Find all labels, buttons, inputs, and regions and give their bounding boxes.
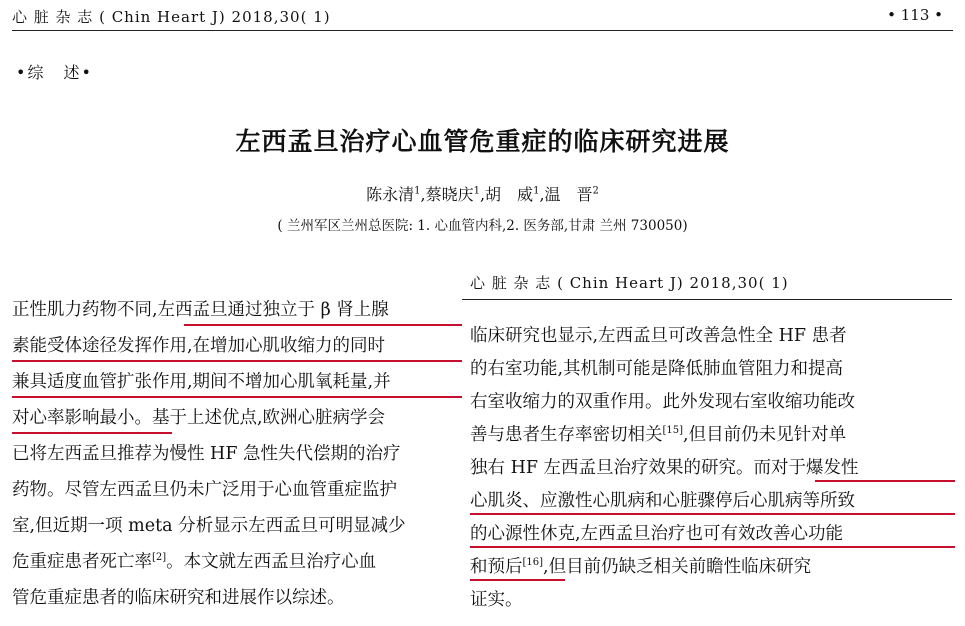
citation-ref: [16] <box>522 557 544 569</box>
body-line <box>470 553 811 578</box>
body-text: ,但目前仍缺乏相关前瞻性临床研究 <box>543 557 812 577</box>
body-line: 临床研究也显示,左西孟旦可改善急性全 HF 患者 <box>470 326 847 346</box>
body-line: 已将左西孟旦推荐为慢性 HF 急性失代偿期的治疗 <box>12 444 401 464</box>
body-line: 心肌炎、应激性心肌病和心脏骤停后心肌病等所致 <box>470 491 855 511</box>
highlight-underline <box>815 480 955 482</box>
author: 蔡晓庆 <box>425 185 474 204</box>
author-affil: 1 <box>414 185 421 197</box>
body-line: 对心率影响最小。基于上述优点,欧洲心脏病学会 <box>12 408 386 428</box>
body-line <box>470 421 846 446</box>
highlight-underline <box>12 396 462 398</box>
body-text: ,但目前仍未见针对单 <box>683 425 847 445</box>
citation-ref: [2] <box>152 552 167 564</box>
highlight-underline <box>470 579 565 581</box>
body-text: 善与患者生存率密切相关 <box>470 425 663 445</box>
body-line: 素能受体途径发挥作用,在增加心肌收缩力的同时 <box>12 336 386 356</box>
highlight-underline <box>12 432 172 434</box>
body-line: 证实。 <box>470 590 523 610</box>
column-tag: •综 述• <box>16 63 93 82</box>
body-line: 正性肌力药物不同,左西孟旦通过独立于 β 肾上腺 <box>12 300 389 320</box>
body-line: 的右室功能,其机制可能是降低肺血管阻力和提高 <box>470 359 844 379</box>
affiliation: ( 兰州军区兰州总医院: 1. 心血管内科,2. 医务部,甘肃 兰州 730050) <box>277 218 688 234</box>
author-list: 陈永清$^1$,蔡晓庆$^1$,胡 威$^1$,温 晋$^2$ <box>366 185 599 204</box>
author: 胡 威 <box>485 185 534 204</box>
header-rule <box>12 30 953 31</box>
overlay-rule <box>462 299 952 300</box>
author-affil: 1 <box>473 185 480 197</box>
overlay-journal-header: 心 脏 杂 志 ( Chin Heart J) 2018,30( 1) <box>470 274 789 292</box>
body-text: 危重症患者死亡率 <box>12 552 152 572</box>
highlight-underline <box>470 546 955 548</box>
author-affil: 2 <box>592 185 599 197</box>
body-text: 和预后 <box>470 557 523 577</box>
page-number: • 113 • <box>887 6 943 24</box>
author: 温 晋 <box>544 185 593 204</box>
body-line: 室,但近期一项 meta 分析显示左西孟旦可明显减少 <box>12 516 406 536</box>
journal-header: 心 脏 杂 志 ( Chin Heart J) 2018,30( 1) <box>12 8 331 26</box>
body-line: 右室收缩力的双重作用。此外发现右室收缩功能改 <box>470 392 855 412</box>
body-line: 兼具适度血管扩张作用,期间不增加心肌氧耗量,并 <box>12 372 391 392</box>
body-line <box>12 548 376 573</box>
author-affil: 1 <box>533 185 540 197</box>
highlight-underline <box>184 324 462 326</box>
article-title: 左西孟旦治疗心血管危重症的临床研究进展 <box>235 127 730 156</box>
body-line: 管危重症患者的临床研究和进展作以综述。 <box>12 588 345 608</box>
highlight-underline <box>470 513 955 515</box>
author: 陈永清 <box>366 185 415 204</box>
citation-ref: [15] <box>662 425 684 437</box>
body-text: 。本文就左西孟旦治疗心血 <box>166 552 377 572</box>
body-line: 独右 HF 左西孟旦治疗效果的研究。而对于爆发性 <box>470 458 859 478</box>
body-line: 药物。尽管左西孟旦仍未广泛用于心血管重症监护 <box>12 480 397 500</box>
highlight-underline <box>12 360 462 362</box>
body-line: 的心源性休克,左西孟旦治疗也可有效改善心功能 <box>470 524 844 544</box>
